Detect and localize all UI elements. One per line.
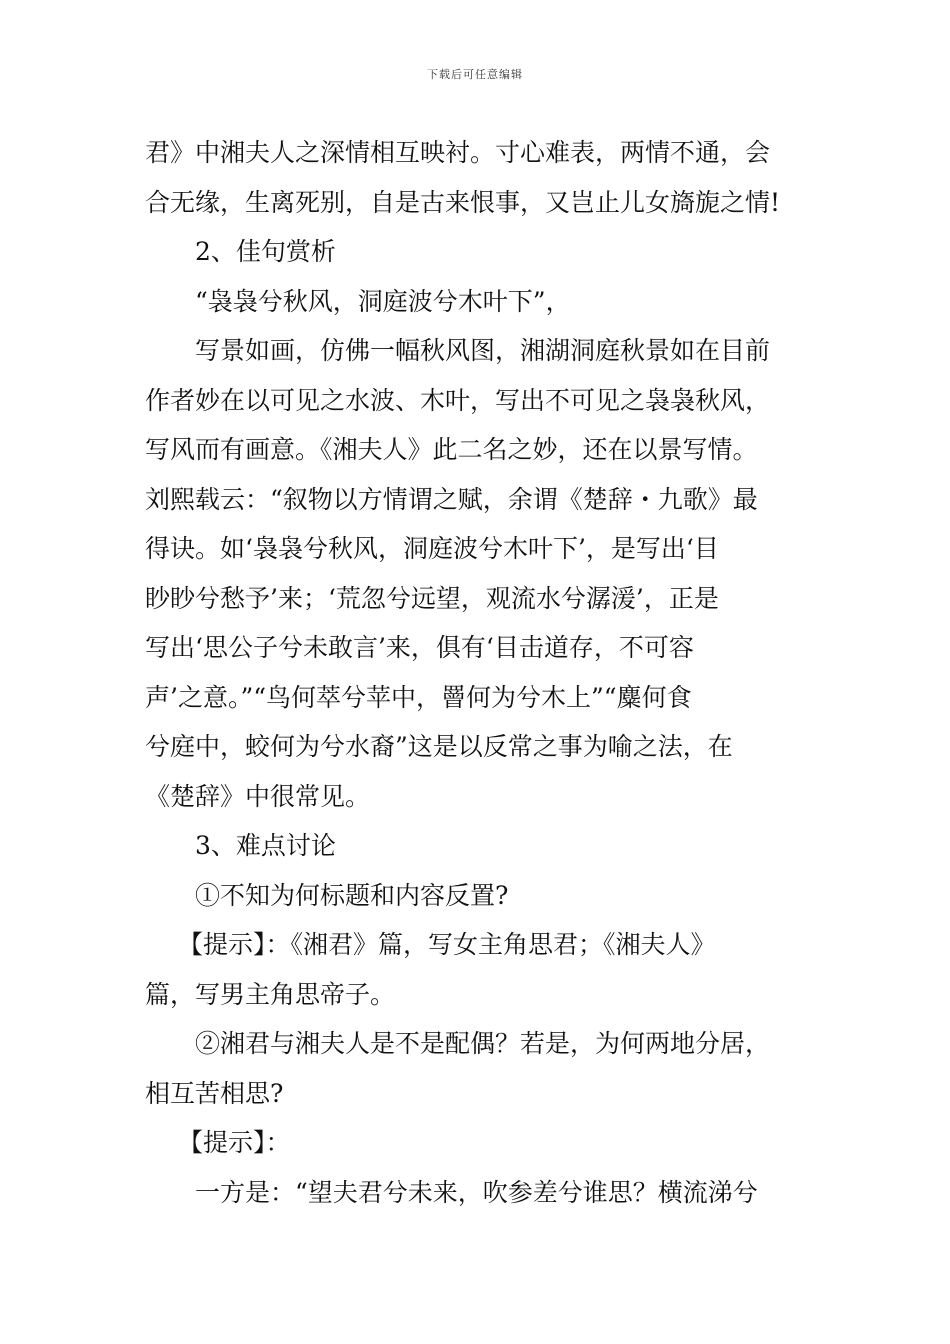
body-line: 一方是：“望夫君兮未来，吹参差兮谁思？横流涕兮 bbox=[195, 1177, 758, 1207]
hint-line: 【提示】： bbox=[178, 1128, 291, 1157]
body-line: 写景如画，仿佛一幅秋风图，湘湖洞庭秋景如在目前 bbox=[195, 336, 771, 365]
body-line: 声’之意。”“鸟何萃兮苹中，罾何为兮木上”“麋何食 bbox=[145, 682, 692, 712]
body-line: 相互苦相思? bbox=[145, 1078, 284, 1108]
body-line: 合无缘，生离死别，自是古来恨事，又岂止儿女旖旎之情! bbox=[145, 187, 781, 217]
body-line: 眇眇兮愁予’来；‘荒忽兮远望，观流水兮潺湲’，正是 bbox=[145, 583, 719, 613]
hint-line: 【提示】：《湘君》篇，写女主角思君；《湘夫人》 bbox=[178, 930, 716, 959]
discussion-question: ②湘君与湘夫人是不是配偶？若是，为何两地分居， bbox=[195, 1029, 771, 1058]
body-line: 刘熙载云：“叙物以方情谓之赋，余谓《楚辞・九歌》最 bbox=[145, 484, 758, 514]
body-line: 作者妙在以可见之水波、木叶，写出不可见之袅袅秋风， bbox=[145, 385, 771, 415]
body-line: 篇，写男主角思帝子。 bbox=[145, 979, 396, 1009]
section-heading: 3、难点讨论 bbox=[195, 831, 336, 860]
section-heading: 2、佳句赏析 bbox=[195, 237, 336, 266]
page-header-note: 下载后可任意编辑 bbox=[427, 68, 523, 81]
body-line: 写风而有画意。《湘夫人》此二名之妙，还在以景写情。 bbox=[145, 435, 758, 464]
quoted-verse: “袅袅兮秋风，洞庭波兮木叶下”， bbox=[195, 286, 571, 316]
discussion-question: ①不知为何标题和内容反置? bbox=[195, 880, 509, 910]
body-line: 《楚辞》中很常见。 bbox=[145, 781, 371, 811]
document-body bbox=[145, 128, 805, 1217]
body-line: 写出‘思公子兮未敢言’来，俱有‘目击道存，不可容 bbox=[145, 633, 694, 662]
body-line: 兮庭中，蛟何为兮水裔”这是以反常之事为喻之法，在 bbox=[145, 732, 733, 761]
body-line: 得诀。如‘袅袅兮秋风，洞庭波兮木叶下’，是写出‘目 bbox=[145, 534, 719, 563]
body-line: 君》中湘夫人之深情相互映衬。寸心难表，两情不通，会 bbox=[145, 138, 771, 167]
